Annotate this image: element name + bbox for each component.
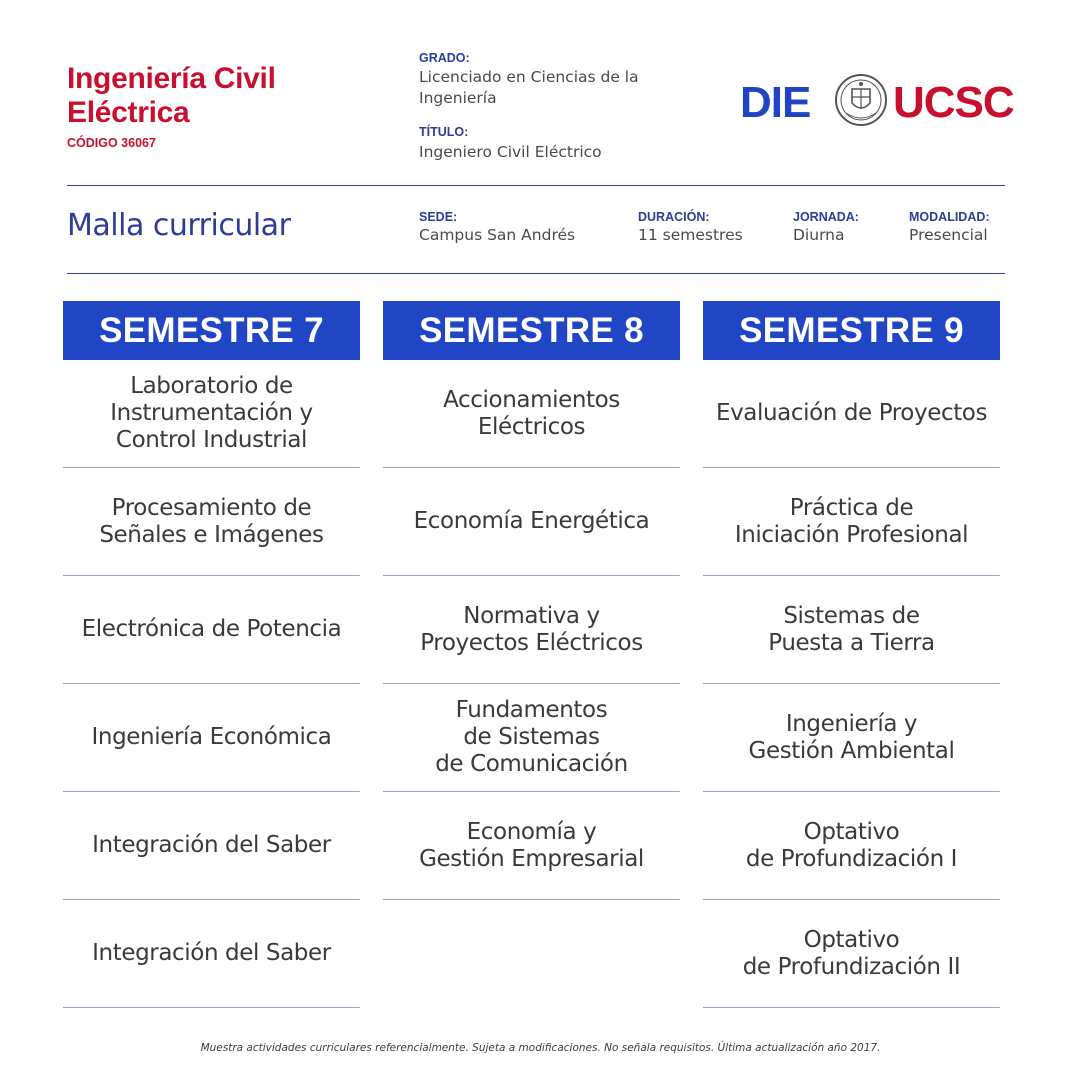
course-cell: Electrónica de Potencia <box>63 576 360 684</box>
duracion-value: 11 semestres <box>638 226 743 244</box>
semester-column-7 <box>63 301 360 1008</box>
semester-column-8 <box>383 301 680 1008</box>
course-cell-empty <box>383 900 680 1008</box>
die-logo: DIE <box>740 78 811 127</box>
info-duracion <box>638 210 743 246</box>
course-cell: Optativo de Profundización I <box>703 792 1000 900</box>
course-cell: Ingeniería Económica <box>63 684 360 792</box>
duracion-label: DURACIÓN: <box>638 210 710 224</box>
course-cell: Economía y Gestión Empresarial <box>383 792 680 900</box>
jornada-value: Diurna <box>793 226 845 244</box>
career-title-line1: Ingeniería Civil <box>67 62 276 95</box>
semester-header: SEMESTRE 7 <box>63 301 360 360</box>
grado-value: Licenciado en Ciencias de la Ingeniería <box>419 68 639 107</box>
course-cell: Integración del Saber <box>63 900 360 1008</box>
modalidad-value: Presencial <box>909 226 988 244</box>
course-cell: Integración del Saber <box>63 792 360 900</box>
semester-column-9 <box>703 301 1000 1008</box>
ucsc-logo: UCSC <box>893 78 1014 127</box>
header-divider <box>67 185 1005 186</box>
course-cell: Práctica de Iniciación Profesional <box>703 468 1000 576</box>
modalidad-label: MODALIDAD: <box>909 210 990 224</box>
course-cell: Fundamentos de Sistemas de Comunicación <box>383 684 680 792</box>
titulo-label: TÍTULO: <box>419 125 469 139</box>
career-title <box>67 62 276 130</box>
course-cell: Ingeniería y Gestión Ambiental <box>703 684 1000 792</box>
info-jornada <box>793 210 859 246</box>
course-cell: Economía Energética <box>383 468 680 576</box>
course-cell: Evaluación de Proyectos <box>703 360 1000 468</box>
malla-title: Malla curricular <box>67 208 291 243</box>
jornada-label: JORNADA: <box>793 210 859 224</box>
info-sede <box>419 210 575 246</box>
course-cell: Laboratorio de Instrumentación y Control Industrial <box>63 360 360 468</box>
sede-label: SEDE: <box>419 210 458 224</box>
semester-header: SEMESTRE 9 <box>703 301 1000 360</box>
semester-header: SEMESTRE 8 <box>383 301 680 360</box>
university-seal-icon <box>834 73 888 127</box>
career-code: CÓDIGO 36067 <box>67 136 156 150</box>
titulo-value: Ingeniero Civil Eléctrico <box>419 143 602 161</box>
grado-label: GRADO: <box>419 51 470 65</box>
sede-value: Campus San Andrés <box>419 226 576 244</box>
course-cell: Procesamiento de Señales e Imágenes <box>63 468 360 576</box>
course-cell: Normativa y Proyectos Eléctricos <box>383 576 680 684</box>
career-title-line2: Eléctrica <box>67 96 190 129</box>
info-divider <box>67 273 1005 274</box>
footnote: Muestra actividades curriculares referencialmente. Sujeta a modificaciones. No señala requisitos. Última actualización año 2017. <box>200 1042 881 1054</box>
course-cell: Sistemas de Puesta a Tierra <box>703 576 1000 684</box>
course-cell: Accionamientos Eléctricos <box>383 360 680 468</box>
course-cell: Optativo de Profundización II <box>703 900 1000 1008</box>
info-modalidad <box>909 210 990 246</box>
